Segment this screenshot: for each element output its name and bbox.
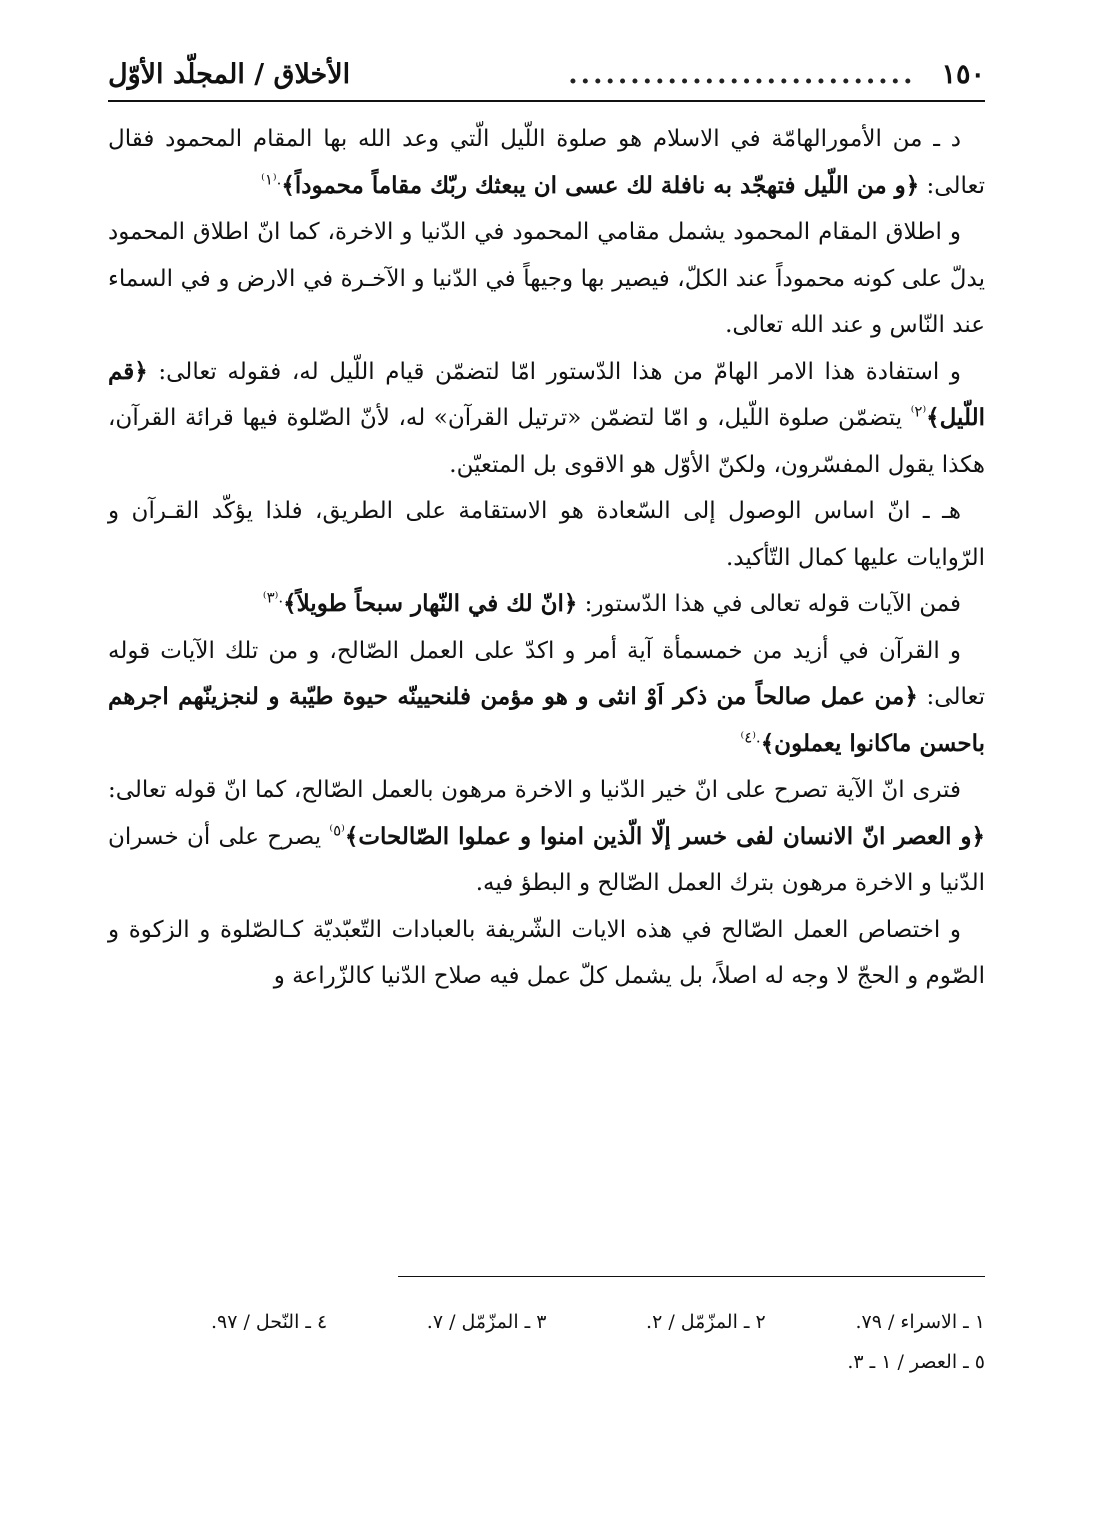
text-run: هـ ـ انّ اساس الوصول إلى السّعادة هو الاستقامة على الطريق، فلذا يؤكّد القـرآن و الرّوايات عليها كمال التّأكيد. bbox=[108, 498, 985, 571]
paragraph-2 bbox=[108, 209, 985, 349]
quran-quote: ﴿و العصر انّ الانسان لفى خسر إلّا الّذين امنوا و عملوا الصّالحات﴾ bbox=[344, 822, 986, 850]
paragraph-4 bbox=[108, 488, 985, 581]
header-title: الأخلاق / المجلّد الأوّل bbox=[108, 58, 351, 90]
footnote-ref-2: ⁽٢⁾ bbox=[910, 402, 927, 421]
text-run: يتضمّن صلوة اللّيل، و امّا لتضمّن «ترتيل القرآن» له، لأنّ الصّلوة فيها قرائة القرآن، هكذا يقول المفسّرون، ولكنّ الأوّل هو الاقوى بل المتعيّن. bbox=[108, 405, 985, 478]
footnote-rule bbox=[398, 1276, 985, 1277]
text-run: و استفادة هذا الامر الهامّ من هذا الدّستور امّا لتضمّن قيام اللّيل له، فقوله تعالى: bbox=[147, 358, 961, 385]
footnote-1: ١ ـ الاسراء / ٧٩. bbox=[855, 1311, 985, 1333]
header-rule bbox=[108, 100, 985, 102]
text-run: و القرآن في أزيد من خمسمأة آية أمر و اكدّ على العمل الصّالح، و من تلك الآيات قوله تعالى: bbox=[108, 637, 985, 710]
footnote-row-1 bbox=[108, 1302, 985, 1342]
paragraph-6 bbox=[108, 628, 985, 768]
footnote-4: ٤ ـ النّحل / ٩٧. bbox=[210, 1311, 328, 1333]
paragraph-7 bbox=[108, 767, 985, 907]
text-run: فترى انّ الآية تصرح على انّ خير الدّنيا و الاخرة مرهون بالعمل الصّالح، كما انّ قوله تعالى: bbox=[108, 777, 961, 803]
footnote-5: ٥ ـ العصر / ١ ـ ٣. bbox=[847, 1351, 985, 1373]
footnote-3: ٣ ـ المزّمّل / ٧. bbox=[426, 1311, 547, 1333]
text-run: و اطلاق المقام المحمود يشمل مقامي المحمود في الدّنيا و الاخرة، كما انّ اطلاق المحمود يدلّ على كونه محموداً عند الكلّ، فيصير بها وجيهاً في الدّنيا و الآخـرة في الارض و في السماء عند النّاس و عند الله تعالى. bbox=[108, 219, 985, 338]
header-leader-dots: ............................ bbox=[568, 58, 916, 90]
paragraph-1 bbox=[108, 116, 985, 209]
text-run: و اختصاص العمل الصّالح في هذه الايات الشّريفة بالعبادات التّعبّديّة كـالصّلوة و الزكوة و الصّوم و الحجّ لا وجه له اصلاً، بل يشمل كلّ عمل فيه صلاح الدّنيا كالزّراعة و bbox=[108, 916, 985, 989]
main-text bbox=[108, 116, 985, 1000]
footnote-ref-5: ⁽٥⁾ bbox=[329, 820, 345, 839]
quran-quote: ﴿من عمل صالحاً من ذكر اَوْ انثى و هو مؤمن فلنحيينّه حيوة طيّبة و لنجزينّهم اجرهم باحسن ماكانوا يعملون﴾ bbox=[108, 683, 985, 757]
footnote-ref-3: .⁽٣⁾ bbox=[262, 588, 284, 607]
text-run: د ـ من الأمورالهامّة في الاسلام هو صلوة اللّيل الّتي وعد الله بها المقام المحمود فقال تعالى: bbox=[108, 126, 985, 199]
running-header bbox=[108, 52, 985, 96]
footnote-2: ٢ ـ المزّمّل / ٢. bbox=[646, 1311, 766, 1333]
footnote-row-2 bbox=[108, 1342, 985, 1382]
text-run: فمن الآيات قوله تعالى في هذا الدّستور: bbox=[577, 591, 961, 617]
page-number: ١٥٠ bbox=[941, 58, 985, 90]
quran-quote: ﴿انّ لك في النّهار سبحاً طويلاً﴾ bbox=[283, 590, 578, 617]
footnotes bbox=[108, 1302, 985, 1382]
paragraph-5 bbox=[108, 581, 985, 628]
quran-quote: ﴿و من اللّيل فتهجّد به نافلة لك عسى ان يبعثك ربّك مقاماً محموداً﴾ bbox=[281, 171, 920, 199]
paragraph-3 bbox=[108, 349, 985, 489]
quran-quote: ﴿قم اللّيل﴾ bbox=[108, 357, 985, 431]
footnote-ref-4: .⁽٤⁾ bbox=[740, 727, 761, 746]
text-run: يصرح على أن خسران الدّنيا و الاخرة مرهون بترك العمل الصّالح و البطؤ فيه. bbox=[108, 823, 985, 896]
footnote-ref-1: .⁽١⁾ bbox=[261, 169, 282, 188]
paragraph-8 bbox=[108, 907, 985, 1000]
